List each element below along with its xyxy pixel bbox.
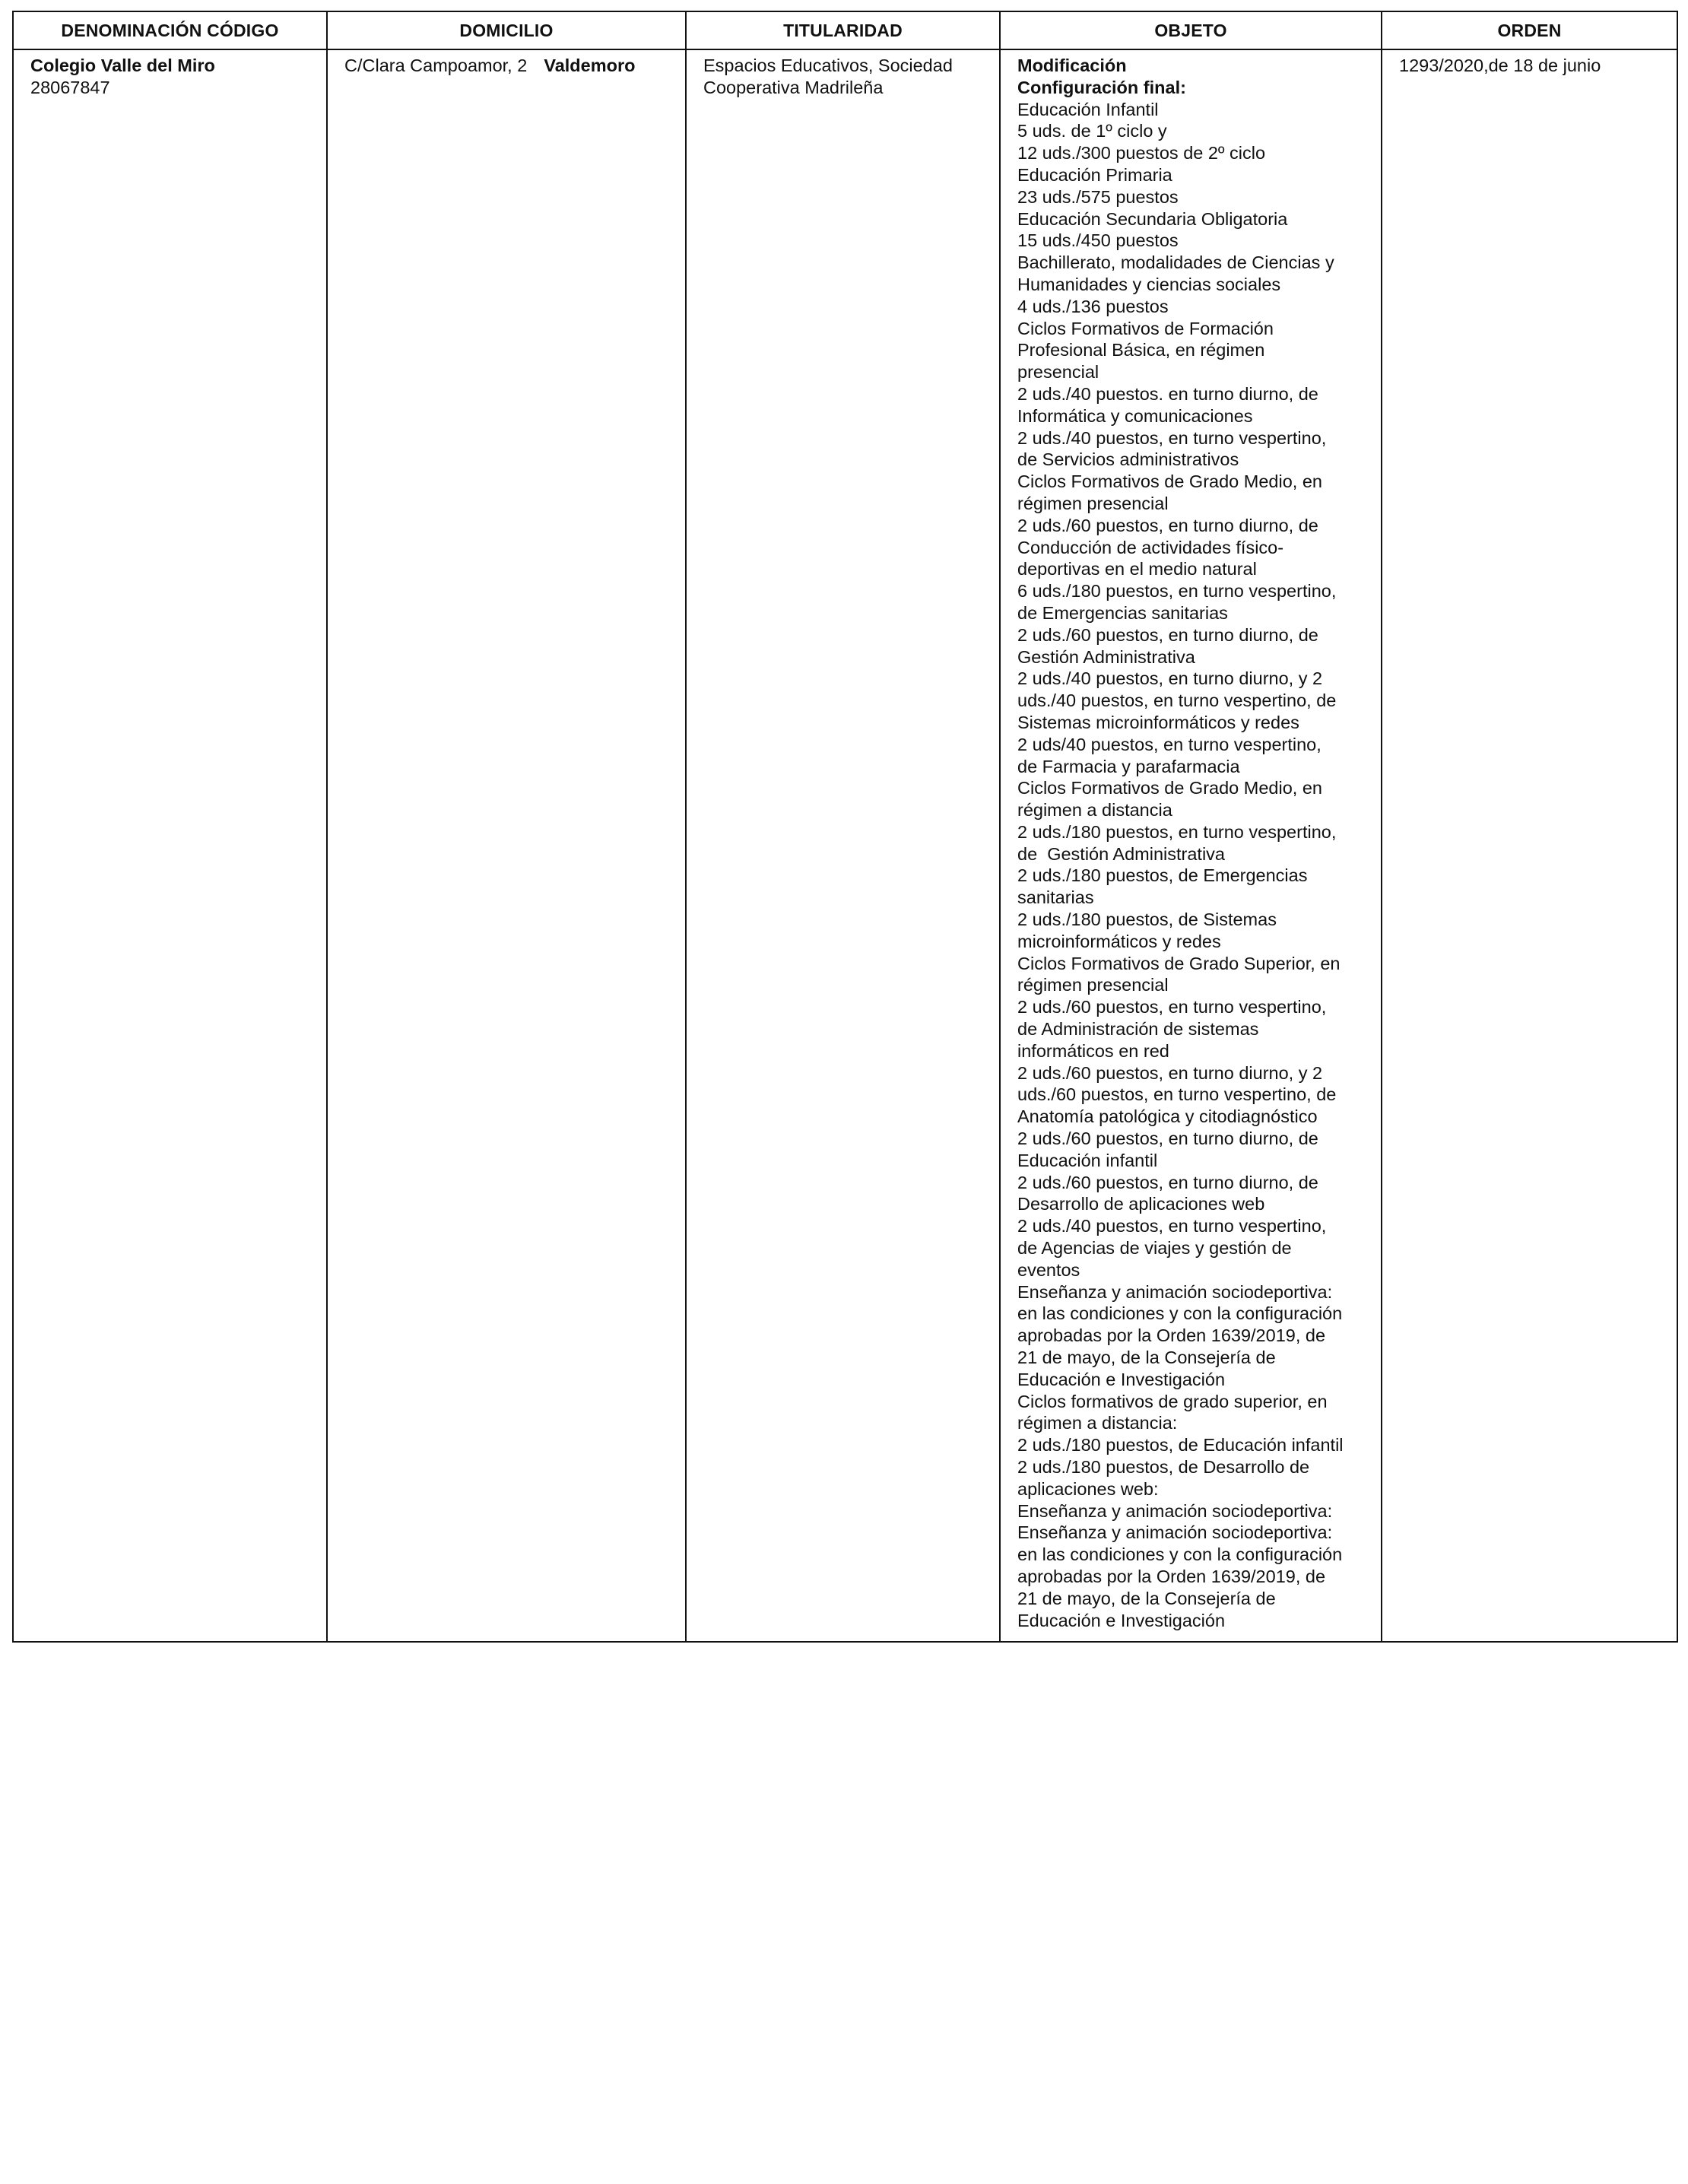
objeto-line: 2 uds./60 puestos, en turno diurno, de xyxy=(1017,1129,1318,1149)
objeto-line: Educación Infantil xyxy=(1017,99,1159,119)
objeto-line: Informática y comunicaciones xyxy=(1017,405,1253,426)
cell-domicilio xyxy=(327,49,686,1642)
objeto-line: aprobadas por la Orden 1639/2019, de xyxy=(1017,1566,1326,1586)
header-denominacion-codigo: DENOMINACIÓN CÓDIGO xyxy=(13,11,327,49)
objeto-line: informáticos en red xyxy=(1017,1040,1169,1061)
objeto-line: 12 uds./300 puestos de 2º ciclo xyxy=(1017,143,1266,163)
objeto-line: 2 uds/40 puestos, en turno vespertino, xyxy=(1017,734,1322,754)
school-code: 28067847 xyxy=(30,77,110,97)
header-objeto: OBJETO xyxy=(1000,11,1382,49)
objeto-line: Educación Secundaria Obligatoria xyxy=(1017,208,1288,229)
objeto-line: régimen a distancia xyxy=(1017,800,1172,821)
objeto-line: Educación e Investigación xyxy=(1017,1610,1226,1630)
header-domicilio: DOMICILIO xyxy=(327,11,686,49)
objeto-line: 2 uds./60 puestos, en turno diurno, y 2 xyxy=(1017,1062,1323,1083)
objeto-line: régimen presencial xyxy=(1017,975,1169,995)
objeto-line: 23 uds./575 puestos xyxy=(1017,186,1179,207)
header-titularidad: TITULARIDAD xyxy=(686,11,1000,49)
objeto-line: aprobadas por la Orden 1639/2019, de xyxy=(1017,1325,1326,1346)
objeto-line: Bachillerato, modalidades de Ciencias y xyxy=(1017,252,1334,273)
objeto-line: Conducción de actividades físico- xyxy=(1017,537,1284,557)
objeto-line: de Farmacia y parafarmacia xyxy=(1017,756,1240,776)
objeto-line: 2 uds./40 puestos, en turno diurno, y 2 xyxy=(1017,668,1323,689)
school-name: Colegio Valle del Miro xyxy=(30,56,215,75)
objeto-line: sanitarias xyxy=(1017,887,1094,908)
objeto-line: 2 uds./180 puestos, en turno vespertino, xyxy=(1017,821,1337,842)
objeto-line: 21 de mayo, de la Consejería de xyxy=(1017,1588,1276,1608)
objeto-subtitle: Configuración final: xyxy=(1017,77,1186,97)
objeto-line: 2 uds./180 puestos, de Educación infantil xyxy=(1017,1435,1344,1455)
objeto-line: Humanidades y ciencias sociales xyxy=(1017,274,1281,294)
objeto-line: 4 uds./136 puestos xyxy=(1017,296,1169,316)
objeto-line: 2 uds./40 puestos, en turno vespertino, xyxy=(1017,1216,1327,1236)
objeto-line: Ciclos Formativos de Grado Medio, en xyxy=(1017,471,1322,492)
cell-objeto xyxy=(1000,49,1382,1642)
objeto-line: Ciclos Formativos de Formación xyxy=(1017,318,1274,338)
cell-orden xyxy=(1382,49,1677,1642)
objeto-line: presencial xyxy=(1017,362,1099,383)
address-street: C/Clara Campoamor, 2 xyxy=(344,56,528,75)
cell-titularidad xyxy=(686,49,1000,1642)
address-city: Valdemoro xyxy=(544,56,636,75)
objeto-line: 2 uds./60 puestos, en turno vespertino, xyxy=(1017,997,1327,1017)
objeto-line: aplicaciones web: xyxy=(1017,1478,1159,1499)
objeto-line: en las condiciones y con la configuración xyxy=(1017,1544,1343,1565)
objeto-line: Educación e Investigación xyxy=(1017,1369,1226,1389)
header-orden: ORDEN xyxy=(1382,11,1677,49)
objeto-line: de Gestión Administrativa xyxy=(1017,843,1225,864)
objeto-line: microinformáticos y redes xyxy=(1017,931,1221,951)
objeto-line: Educación infantil xyxy=(1017,1150,1158,1170)
objeto-line: Educación Primaria xyxy=(1017,164,1172,185)
objeto-line: uds./40 puestos, en turno vespertino, de xyxy=(1017,690,1337,711)
objeto-line: uds./60 puestos, en turno vespertino, de xyxy=(1017,1084,1337,1105)
objeto-line: 2 uds./60 puestos, en turno diurno, de xyxy=(1017,515,1318,535)
objeto-line: en las condiciones y con la configuración xyxy=(1017,1303,1343,1324)
orden-value: 1293/2020,de 18 de junio xyxy=(1399,56,1601,75)
objeto-line: Enseñanza y animación sociodeportiva: xyxy=(1017,1500,1333,1521)
objeto-line: deportivas en el medio natural xyxy=(1017,559,1257,579)
objeto-line: Ciclos formativos de grado superior, en xyxy=(1017,1391,1328,1411)
objeto-line: de Administración de sistemas xyxy=(1017,1019,1259,1040)
objeto-line: Sistemas microinformáticos y redes xyxy=(1017,712,1299,732)
table-header-row xyxy=(13,11,1677,49)
objeto-line: de Emergencias sanitarias xyxy=(1017,602,1228,623)
objeto-line: Profesional Básica, en régimen xyxy=(1017,340,1265,360)
objeto-line: 2 uds./180 puestos, de Emergencias xyxy=(1017,865,1308,886)
objeto-line: Enseñanza y animación sociodeportiva: xyxy=(1017,1281,1333,1302)
objeto-line: 2 uds./180 puestos, de Sistemas xyxy=(1017,909,1277,930)
school-authorization-table xyxy=(12,11,1678,1643)
table-row xyxy=(13,49,1677,1642)
titularidad-line: Espacios Educativos, Sociedad xyxy=(703,56,953,75)
objeto-line: régimen a distancia: xyxy=(1017,1413,1178,1433)
objeto-line: 2 uds./60 puestos, en turno diurno, de xyxy=(1017,1172,1318,1192)
titularidad-line: Cooperativa Madrileña xyxy=(703,77,884,97)
objeto-line: Ciclos Formativos de Grado Medio, en xyxy=(1017,778,1322,798)
objeto-line: 2 uds./40 puestos, en turno vespertino, xyxy=(1017,427,1327,448)
objeto-line: 21 de mayo, de la Consejería de xyxy=(1017,1348,1276,1368)
objeto-line: 15 uds./450 puestos xyxy=(1017,230,1179,251)
objeto-line: Gestión Administrativa xyxy=(1017,646,1195,667)
objeto-line: Desarrollo de aplicaciones web xyxy=(1017,1194,1265,1214)
objeto-line: 6 uds./180 puestos, en turno vespertino, xyxy=(1017,581,1337,602)
objeto-lines xyxy=(1017,99,1364,1632)
objeto-line: Enseñanza y animación sociodeportiva: xyxy=(1017,1522,1333,1543)
objeto-line: 2 uds./60 puestos, en turno diurno, de xyxy=(1017,624,1318,645)
objeto-line: 2 uds./40 puestos. en turno diurno, de xyxy=(1017,383,1318,404)
objeto-line: 2 uds./180 puestos, de Desarrollo de xyxy=(1017,1457,1310,1477)
objeto-line: Anatomía patológica y citodiagnóstico xyxy=(1017,1106,1318,1127)
objeto-line: 5 uds. de 1º ciclo y xyxy=(1017,121,1167,141)
objeto-line: Ciclos Formativos de Grado Superior, en xyxy=(1017,953,1341,973)
objeto-type: Modificación xyxy=(1017,56,1127,75)
objeto-line: régimen presencial xyxy=(1017,493,1169,513)
objeto-line: de Servicios administrativos xyxy=(1017,449,1239,470)
objeto-line: eventos xyxy=(1017,1259,1080,1280)
cell-denominacion xyxy=(13,49,327,1642)
objeto-line: de Agencias de viajes y gestión de xyxy=(1017,1238,1292,1259)
